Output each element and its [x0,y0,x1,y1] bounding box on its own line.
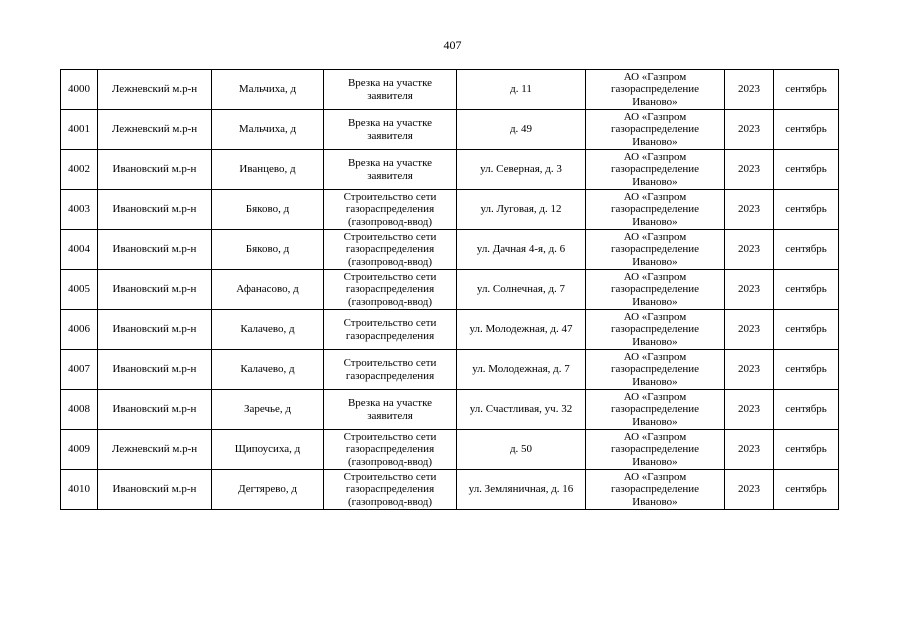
month-cell: сентябрь [774,470,839,510]
work-type-cell: Строительство сети газораспределения (газопровод-ввод) [324,270,457,310]
year-cell: 2023 [725,310,774,350]
year-cell: 2023 [725,270,774,310]
district-cell: Ивановский м.р-н [98,230,212,270]
organization-cell: АО «Газпром газораспределение Иваново» [586,430,725,470]
year-cell: 2023 [725,390,774,430]
work-type-cell: Врезка на участке заявителя [324,110,457,150]
address-cell: ул. Молодежная, д. 7 [457,350,586,390]
year-cell: 2023 [725,190,774,230]
gasification-table [60,69,839,510]
row-number-cell: 4003 [61,190,98,230]
month-cell: сентябрь [774,70,839,110]
locality-cell: Заречье, д [212,390,324,430]
district-cell: Ивановский м.р-н [98,470,212,510]
locality-cell: Афанасово, д [212,270,324,310]
table-row [61,390,839,430]
table-row [61,470,839,510]
work-type-cell: Строительство сети газораспределения (газопровод-ввод) [324,470,457,510]
year-cell: 2023 [725,430,774,470]
address-cell: д. 50 [457,430,586,470]
address-cell: д. 11 [457,70,586,110]
table-row [61,70,839,110]
district-cell: Ивановский м.р-н [98,310,212,350]
work-type-cell: Строительство сети газораспределения [324,310,457,350]
district-cell: Ивановский м.р-н [98,350,212,390]
table-row [61,310,839,350]
month-cell: сентябрь [774,110,839,150]
district-cell: Ивановский м.р-н [98,190,212,230]
table-row [61,350,839,390]
district-cell: Ивановский м.р-н [98,150,212,190]
locality-cell: Бяково, д [212,230,324,270]
locality-cell: Мальчиха, д [212,70,324,110]
year-cell: 2023 [725,110,774,150]
work-type-cell: Строительство сети газораспределения (газопровод-ввод) [324,190,457,230]
organization-cell: АО «Газпром газораспределение Иваново» [586,270,725,310]
table-row [61,110,839,150]
locality-cell: Калачево, д [212,350,324,390]
address-cell: ул. Солнечная, д. 7 [457,270,586,310]
work-type-cell: Строительство сети газораспределения (газопровод-ввод) [324,230,457,270]
row-number-cell: 4005 [61,270,98,310]
row-number-cell: 4006 [61,310,98,350]
month-cell: сентябрь [774,190,839,230]
month-cell: сентябрь [774,270,839,310]
address-cell: ул. Молодежная, д. 47 [457,310,586,350]
address-cell: д. 49 [457,110,586,150]
table-row [61,430,839,470]
row-number-cell: 4007 [61,350,98,390]
work-type-cell: Врезка на участке заявителя [324,390,457,430]
row-number-cell: 4009 [61,430,98,470]
organization-cell: АО «Газпром газораспределение Иваново» [586,150,725,190]
year-cell: 2023 [725,350,774,390]
year-cell: 2023 [725,70,774,110]
row-number-cell: 4002 [61,150,98,190]
address-cell: ул. Северная, д. 3 [457,150,586,190]
year-cell: 2023 [725,470,774,510]
address-cell: ул. Дачная 4-я, д. 6 [457,230,586,270]
month-cell: сентябрь [774,150,839,190]
locality-cell: Иванцево, д [212,150,324,190]
organization-cell: АО «Газпром газораспределение Иваново» [586,110,725,150]
row-number-cell: 4004 [61,230,98,270]
address-cell: ул. Луговая, д. 12 [457,190,586,230]
organization-cell: АО «Газпром газораспределение Иваново» [586,390,725,430]
month-cell: сентябрь [774,390,839,430]
organization-cell: АО «Газпром газораспределение Иваново» [586,230,725,270]
page-number: 407 [443,38,462,52]
district-cell: Ивановский м.р-н [98,270,212,310]
month-cell: сентябрь [774,430,839,470]
locality-cell: Бяково, д [212,190,324,230]
table-row [61,270,839,310]
locality-cell: Щипоусиха, д [212,430,324,470]
row-number-cell: 4000 [61,70,98,110]
district-cell: Лежневский м.р-н [98,430,212,470]
locality-cell: Калачево, д [212,310,324,350]
organization-cell: АО «Газпром газораспределение Иваново» [586,470,725,510]
table-body [61,70,839,510]
month-cell: сентябрь [774,350,839,390]
month-cell: сентябрь [774,310,839,350]
row-number-cell: 4001 [61,110,98,150]
work-type-cell: Врезка на участке заявителя [324,70,457,110]
address-cell: ул. Земляничная, д. 16 [457,470,586,510]
locality-cell: Дегтярево, д [212,470,324,510]
organization-cell: АО «Газпром газораспределение Иваново» [586,70,725,110]
organization-cell: АО «Газпром газораспределение Иваново» [586,350,725,390]
district-cell: Лежневский м.р-н [98,110,212,150]
year-cell: 2023 [725,230,774,270]
year-cell: 2023 [725,150,774,190]
table-row [61,190,839,230]
organization-cell: АО «Газпром газораспределение Иваново» [586,190,725,230]
row-number-cell: 4010 [61,470,98,510]
table-row [61,150,839,190]
district-cell: Ивановский м.р-н [98,390,212,430]
address-cell: ул. Счастливая, уч. 32 [457,390,586,430]
month-cell: сентябрь [774,230,839,270]
row-number-cell: 4008 [61,390,98,430]
locality-cell: Мальчиха, д [212,110,324,150]
district-cell: Лежневский м.р-н [98,70,212,110]
work-type-cell: Строительство сети газораспределения (газопровод-ввод) [324,430,457,470]
work-type-cell: Врезка на участке заявителя [324,150,457,190]
work-type-cell: Строительство сети газораспределения [324,350,457,390]
table-row [61,230,839,270]
organization-cell: АО «Газпром газораспределение Иваново» [586,310,725,350]
